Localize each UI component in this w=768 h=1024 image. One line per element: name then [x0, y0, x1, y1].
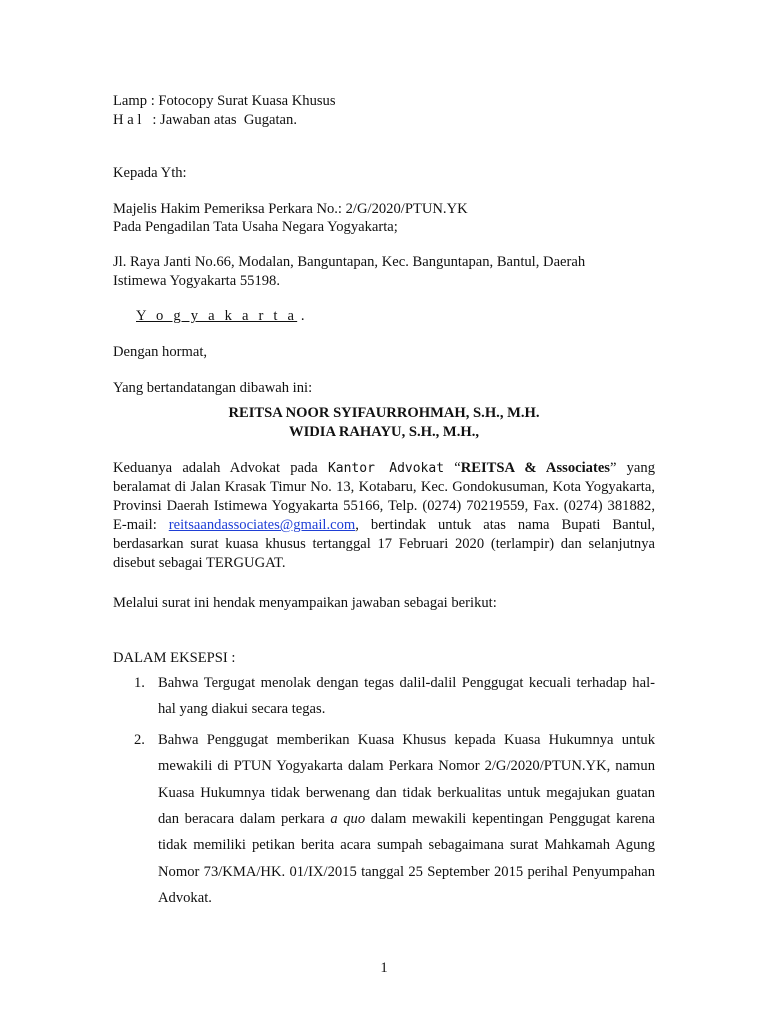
- city-name: Y o g y a k a r t a: [136, 308, 298, 324]
- hal-line: H a l : Jawaban atas Gugatan.: [113, 112, 297, 128]
- city-dot: .: [297, 308, 305, 324]
- list-number: 1.: [134, 675, 145, 691]
- body-text-3: ” yang beralamat di Jalan Krasak Timur No. 13, Kotabaru, Kec. Gondokusuman, Kota Yogyakarta, Provinsi Daerah Istimewa Yogyakarta 55166, Telp. (0274) 70219559, Fax. (0274) 381882, E-mail:: [113, 460, 656, 533]
- list-item-italic: a quo: [330, 811, 366, 828]
- eksepsi-heading: DALAM EKSEPSI :: [113, 650, 236, 666]
- body-text-1: Keduanya adalah Advokat pada: [113, 460, 328, 476]
- intro-line: Yang bertandatangan dibawah ini:: [113, 380, 313, 396]
- list-item: [113, 670, 655, 723]
- recipient-line-1: Majelis Hakim Pemeriksa Perkara No.: 2/G/2020/PTUN.YK: [113, 201, 468, 217]
- body-text-4: , bertindak untuk atas nama Bupati Bantul, berdasarkan surat kuasa khusus tertanggal 17 Februari 2020 (terlampir) dan selanjutnya disebut sebagai TERGUGAT.: [113, 517, 655, 571]
- email-link[interactable]: reitsaandassociates@gmail.com: [168, 517, 356, 533]
- body-text-2: “: [444, 460, 461, 476]
- list-item: [113, 727, 655, 912]
- city-line: [136, 308, 304, 325]
- firm-name: REITSA & Associates: [460, 460, 610, 476]
- kepada-line: Kepada Yth:: [113, 165, 187, 181]
- recipient-line-2: Pada Pengadilan Tata Usaha Negara Yogyakarta;: [113, 219, 398, 235]
- street-line-2: Istimewa Yogyakarta 55198.: [113, 273, 280, 289]
- list-number: 2.: [134, 731, 145, 748]
- lamp-line: Lamp : Fotocopy Surat Kuasa Khusus: [113, 93, 336, 109]
- salutation: Dengan hormat,: [113, 344, 208, 360]
- page-number: 1: [380, 960, 388, 976]
- kantor-advokat-text: Kantor Advokat: [327, 461, 445, 476]
- list-item-text-a: Bahwa Penggugat memberikan Kuasa Khusus kepada Kuasa Hukumnya untuk mewakili di PTUN Yogyakarta dalam Perkara Nomor 2/G/2020/PTUN.YK, namun Kuasa Hukumnya tidak berwenang dan tidak berkualitas untuk megajukan guatan dan beracara dalam perkara: [158, 731, 655, 828]
- list-item-text-b: dalam mewakili kepentingan Penggugat karena tidak memiliki petikan berita acara sumpah sebagaimana surat Mahkamah Agung Nomor 73/KMA/HK. 01/IX/2015 tanggal 25 September 2015 perihal Penyumpahan Advokat.: [158, 811, 655, 907]
- advocate-name-1: REITSA NOOR SYIFAURROHMAH, S.H., M.H.: [228, 405, 540, 421]
- advocate-name-2: WIDIA RAHAYU, S.H., M.H.,: [288, 424, 479, 440]
- melalui-line: Melalui surat ini hendak menyampaikan jawaban sebagai berikut:: [113, 595, 497, 611]
- body-paragraph: [113, 459, 655, 573]
- eksepsi-list: [113, 670, 655, 916]
- street-line-1: Jl. Raya Janti No.66, Modalan, Banguntapan, Kec. Banguntapan, Bantul, Daerah: [113, 254, 586, 270]
- list-item-text: Bahwa Tergugat menolak dengan tegas dalil-dalil Penggugat kecuali terhadap hal-hal yang diakui secara tegas.: [158, 675, 655, 718]
